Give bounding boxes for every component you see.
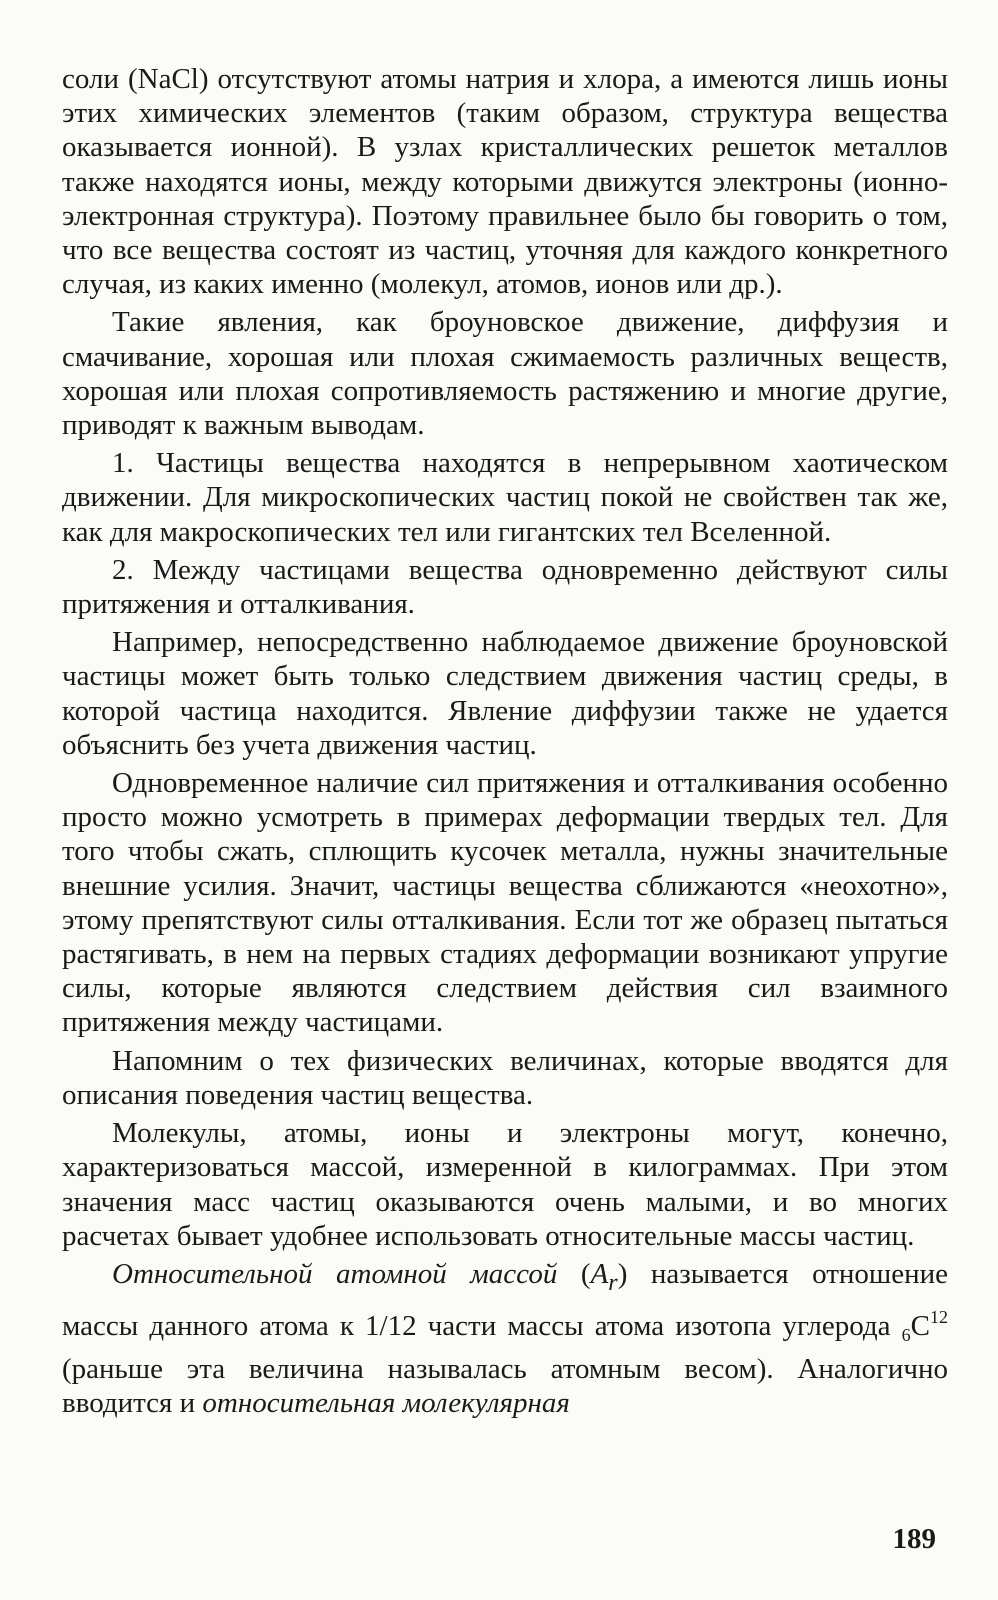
symbol-open: ( — [580, 1257, 591, 1290]
body-text — [62, 62, 948, 1421]
definition-text-1: называется отношение массы данного атома к 1/12 части массы атома изотопа углерода — [62, 1257, 949, 1342]
symbol-sub-r: r — [608, 1268, 618, 1296]
definition-text-2: (раньше эта величина называлась атомным весом). Аналогично вводится и — [62, 1353, 948, 1420]
paragraph-quantities: Напомним о тех физических величинах, которые вводятся для описания поведения частиц вещества. — [62, 1044, 948, 1111]
paragraph-1: соли (NaCl) отсутствуют атомы натрия и хлора, а имеются лишь ионы этих химических элементов (таким образом, структура вещества оказывается ионной). В узлах кристаллических решеток металлов также находятся ионы, между которыми движутся электроны (ионно-электронная структура). Поэтому правильнее было бы говорить о том, что все вещества состоят из частиц, уточняя для каждого конкретного случая, из каких именно (молекул, атомов, ионов или др.). — [62, 63, 948, 301]
symbol-a: A — [590, 1257, 609, 1290]
conclusion-2: 2. Между частицами вещества одновременно действуют силы притяжения и отталкивания. — [62, 553, 948, 621]
term-relative-molecular: относительная молекулярная — [202, 1387, 570, 1420]
paragraph-example: Например, непосредственно наблюдаемое движение броуновской частицы может быть только следствием движения частиц среды, в которой частица находится. Явление диффузии также не удается объяснить без учета движения частиц. — [62, 626, 948, 761]
isotope-atomic-number: 6 — [901, 1324, 911, 1345]
symbol-close: ) — [617, 1257, 628, 1290]
paragraph-definition — [62, 1257, 948, 1421]
paragraph-forces: Одновременное наличие сил притяжения и отталкивания особенно просто можно усмотреть в примерах деформации твердых тел. Для того чтобы сжать, сплющить кусочек металла, нужны значительные внешние усилия. Значит, частицы вещества сближаются «неохотно», этому препятствуют силы отталкивания. Если тот же образец пытаться растягивать, в нем на первых стадиях деформации возникают упругие силы, которые являются следствием действия сил взаимного притяжения между частицами. — [62, 767, 948, 1039]
page-number: 189 — [892, 1523, 936, 1555]
term-relative-atomic-mass: Относительной атомной массой — [112, 1257, 558, 1290]
isotope-mass-number: 12 — [930, 1306, 948, 1327]
conclusion-1: 1. Частицы вещества находятся в непрерывном хаотическом движении. Для микроскопических частиц покой не свойствен так же, как для макроскопических тел или гигантских тел Вселенной. — [62, 447, 948, 548]
paragraph-mass: Молекулы, атомы, ионы и электроны могут, конечно, характеризоваться массой, измеренной в килограммах. При этом значения масс частиц оказываются очень малыми, и во многих расчетах бывает удобнее использовать относительные массы частиц. — [62, 1117, 948, 1252]
isotope-element: C — [910, 1309, 930, 1342]
paragraph-2: Такие явления, как броуновское движение, диффузия и смачивание, хорошая или плохая сжимаемость различных веществ, хорошая или плохая сопротивляемость растяжению и многие другие, приводят к важным выводам. — [62, 306, 948, 442]
